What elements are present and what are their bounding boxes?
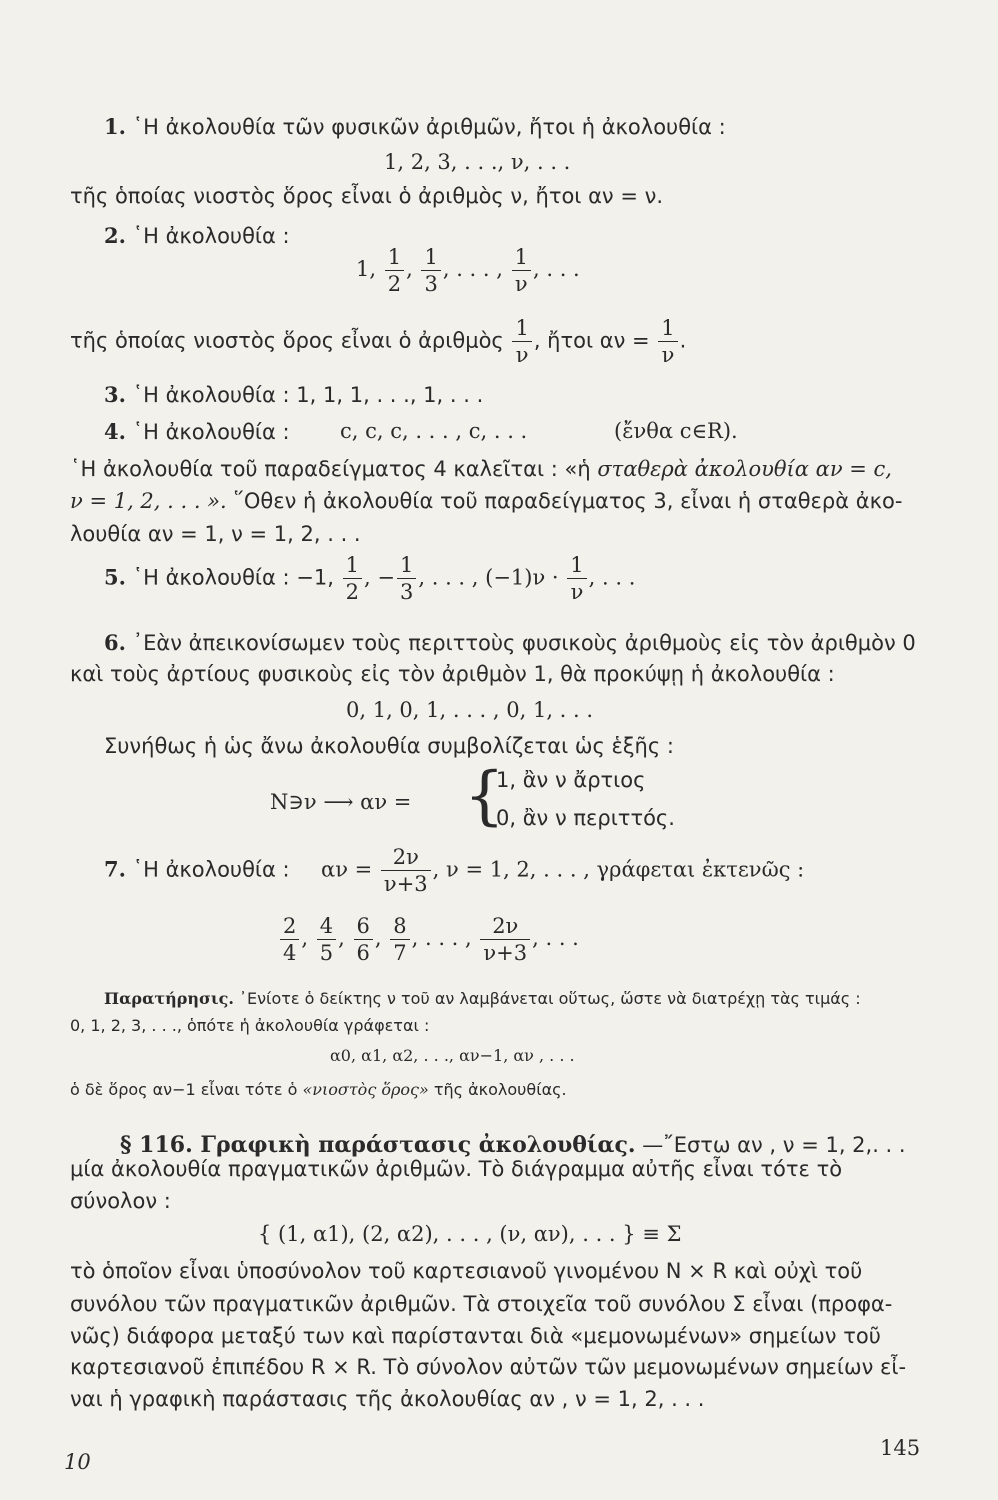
fraction-1-3: $\frac{1}{3}$ [421,246,440,295]
item-2-line [104,225,290,247]
fraction-5-1-3: $\frac{1}{3}$ [397,554,416,603]
section-line5: συνόλου τῶν πραγματικῶν ἀριθμῶν. Τὰ στοιχεῖα τοῦ συνόλου Σ εἶναι (προφα- [70,1292,893,1316]
item-6-number: 6. [104,630,126,655]
item-7-number: 7. [104,856,126,882]
item-5-line: 5. ῾Η ἀκολουθία : −1, $\frac{1}{2}$ , − $\frac{1}{3}$ , . . . , (−1)ν · $\frac{1}{\nu}$ , . . . [104,553,636,605]
item-2-htoi: , ἤτοι αν = [533,328,650,353]
item-3-line [104,384,483,406]
paragraph-constant-line1: ῾Η ἀκολουθία τοῦ παραδείγματος 4 καλεῖται : «ἡ σταθερὰ ἀκολουθία αν = c, [70,457,892,481]
item-5-text: ῾Η ἀκολουθία : −1, [132,565,334,590]
item-1-formula: 1, 2, 3, . . ., ν, . . . [384,150,571,174]
item-1-line [104,116,726,138]
item-5-number: 5. [104,564,126,590]
fraction-1-2: $\frac{1}{2}$ [385,246,404,295]
item-2-formula: 1, $\frac{1}{2}$ , $\frac{1}{3}$ , . . . , $\frac{1}{\nu}$ , . . . [356,245,580,297]
item-6-line3: Συνήθως ἡ ὡς ἄνω ἀκολουθία συμβολίζεται ὡς ἑξῆς : [104,734,674,758]
item-6-map: N∋ν ⟶ αν = [270,790,412,814]
section-line8: ναι ἡ γραφικὴ παράστασις τῆς ἀκολουθίας αν , ν = 1, 2, . . . [70,1387,705,1411]
item-6-case-even: 1, ἂν ν ἄρτιος [496,768,646,792]
fraction-1-nu-c: $\frac{1}{\nu}$ [658,317,677,366]
item-2-lead: 1, [356,257,377,282]
item-2-term-text: τῆς ὁποίας νιοστὸς ὅρος εἶναι ὁ ἀριθμὸς [70,328,504,353]
remark-line2: 0, 1, 2, 3, . . ., ὁπότε ἡ ἀκολουθία γράφεται : [70,1016,430,1035]
fraction-1-nu: $\frac{1}{\nu}$ [512,246,531,295]
item-1-term: τῆς ὁποίας νιοστὸς ὅρος εἶναι ὁ ἀριθμὸς ν, ἤτοι αν = ν. [70,184,664,208]
remark-line1: Παρατήρησις. ᾿Ενίοτε ὁ δείκτης ν τοῦ αν λαμβάνεται οὕτως, ὥστε νὰ διατρέχῃ τὰς τιμάς : [104,989,861,1008]
paragraph-constant-line3: λουθία αν = 1, ν = 1, 2, . . . [70,522,361,546]
section-line7: καρτεσιανοῦ ἐπιπέδου R × R. Τὸ σύνολον αὐτῶν τῶν μεμονωμένων σημείων εἶ- [70,1355,907,1379]
footer-signature-number: 10 [64,1450,91,1474]
item-1-text: ῾Η ἀκολουθία τῶν φυσικῶν ἀριθμῶν, ἤτοι ἡ ἀκολουθία : [132,115,726,139]
section-heading: § 116. Γραφικὴ παράστασις ἀκολουθίας. [120,1132,636,1158]
item-3-text: ῾Η ἀκολουθία : 1, 1, 1, . . ., 1, . . . [132,383,484,407]
remark-formula: α0, α1, α2, . . ., αν−1, αν , . . . [330,1046,575,1065]
item-7-line: 7. ῾Η ἀκολουθία : αν = $\frac{2\nu}{\nu+3}$ , ν = 1, 2, . . . , γράφεται ἐκτενῶς : [104,845,805,897]
section-line4: τὸ ὁποῖον εἶναι ὑποσύνολον τοῦ καρτεσιανοῦ γινομένου N × R καὶ οὐχὶ τοῦ [70,1259,863,1283]
fraction-6-6: $\frac{6}{6}$ [354,915,373,964]
remark-line3: ὁ δὲ ὅρος αν−1 εἶναι τότε ὁ «νιοστὸς ὅρος» τῆς ἀκολουθίας. [70,1080,567,1099]
remark-label: Παρατήρησις. [104,989,234,1008]
section-line3: σύνολον : [70,1189,171,1213]
fraction-1-nu-b: $\frac{1}{\nu}$ [512,317,531,366]
item-4-formula: c, c, c, . . . , c, . . . [340,419,528,443]
item-3-number: 3. [104,382,126,407]
item-4-line [104,421,290,443]
section-set-formula: { (1, α1), (2, α2), . . . , (ν, αν), . . . } ≡ Σ [258,1222,682,1246]
item-2-term: τῆς ὁποίας νιοστὸς ὅρος εἶναι ὁ ἀριθμὸς $\frac{1}{\nu}$ , ἤτοι αν = $\frac{1}{\nu}$ . [70,316,687,368]
fraction-8-7: $\frac{8}{7}$ [390,915,409,964]
section-line2: μία ἀκολουθία πραγματικῶν ἀριθμῶν. Τὸ διάγραμμα αὐτῆς εἶναι τότε τὸ [70,1157,843,1181]
item-2-number: 2. [104,223,126,248]
fraction-5-1-nu: $\frac{1}{\nu}$ [567,554,586,603]
fraction-2-4: $\frac{2}{4}$ [280,915,299,964]
fraction-4-5: $\frac{4}{5}$ [317,915,336,964]
item-4-note: (ἔνθα c∈R). [614,419,738,443]
item-4-text: ῾Η ἀκολουθία : [132,420,290,444]
fraction-2nu-nu3: $\frac{2\nu}{\nu+3}$ [480,915,530,964]
section-line6: νῶς) διάφορα μεταξύ των καὶ παρίστανται διὰ «μεμονωμένων» σημείων τοῦ [70,1324,881,1348]
item-6-case-odd: 0, ἂν ν περιττός. [496,806,675,830]
paragraph-constant-line2: ν = 1, 2, . . . ». ῞Οθεν ἡ ἀκολουθία τοῦ παραδείγματος 3, εἶναι ἡ σταθερὰ ἀκο- [70,489,903,513]
fraction-5-1-2: $\frac{1}{2}$ [343,554,362,603]
fraction-2nu-over-nu3: $\frac{2\nu}{\nu+3}$ [381,846,431,895]
left-brace: { [464,759,505,833]
item-6-formula: 0, 1, 0, 1, . . . , 0, 1, . . . [346,698,594,722]
item-7-expansion: $\frac{2}{4}$ , $\frac{4}{5}$ , $\frac{6}{6}$ , $\frac{8}{7}$ , . . . , $\frac{2\nu}{\nu+3}$ , . . . [278,915,579,964]
item-4-number: 4. [104,419,126,444]
item-6-line2: καὶ τοὺς ἀρτίους φυσικοὺς εἰς τὸν ἀριθμὸν 1, θὰ προκύψῃ ἡ ἀκολουθία : [70,662,835,686]
item-6-line1: 6. ᾿Εὰν ἀπεικονίσωμεν τοὺς περιττοὺς φυσικοὺς ἀριθμοὺς εἰς τὸν ἀριθμὸν 0 [104,630,916,655]
page-number: 145 [880,1436,921,1460]
item-2-text: ῾Η ἀκολουθία : [132,224,290,248]
item-1-number: 1. [104,114,126,139]
section-116-heading-line: § 116. Γραφικὴ παράστασις ἀκολουθίας. —῎Εστω αν , ν = 1, 2,. . . [120,1132,906,1158]
